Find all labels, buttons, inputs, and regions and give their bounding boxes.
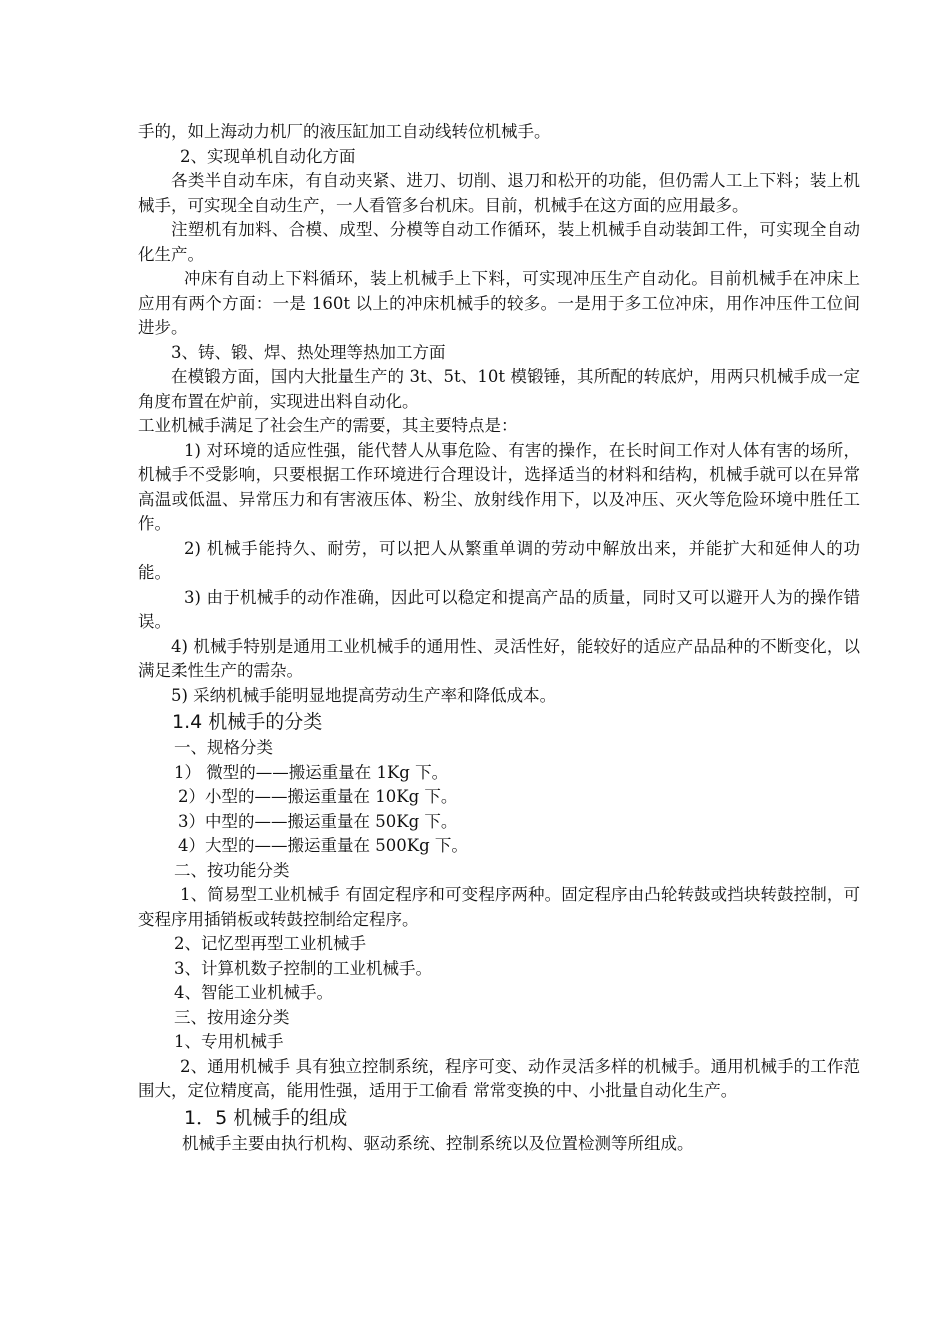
subsection-heading: 三、按用途分类 <box>174 1007 290 1027</box>
list-item: 3）中型的——搬运重量在 50Kg 下。 <box>178 811 458 831</box>
section-heading: 1．5 机械手的组成 <box>184 1106 348 1129</box>
paragraph: 注塑机有加料、合模、成型、分模等自动工作循环，装上机械手自动装卸工件，可实现全自动化生产。 <box>138 220 860 264</box>
paragraph: 在模锻方面，国内大批量生产的 3t、5t、10t 模锻锤，其所配的转底炉，用两只机械手成一定角度布置在炉前，实现进出料自动化。 <box>138 367 860 411</box>
list-item: 1) 对环境的适应性强，能代替人从事危险、有害的操作，在长时间工作对人体有害的场所，机械手不受影响，只要根据工作环境进行合理设计，选择适当的材料和结构，机械手就可以在异常高温或低温、异常压力和有害液压体、粉尘、放射线作用下，以及冲压、灭火等危险环境中胜任工作。 <box>138 440 860 533</box>
list-item: 1） 微型的——搬运重量在 1Kg 下。 <box>174 762 449 782</box>
list-item: 4) 机械手特别是通用工业机械手的通用性、灵活性好，能较好的适应产品品种的不断变化，以满足柔性生产的需杂。 <box>138 636 860 680</box>
list-item: 2、记忆型再型工业机械手 <box>174 934 366 953</box>
subsection-heading: 3、铸、锻、焊、热处理等热加工方面 <box>171 342 446 362</box>
paragraph: 冲床有自动上下料循环，装上机械手上下料，可实现冲压生产自动化。目前机械手在冲床上应用有两个方面：一是 160t 以上的冲床机械手的较多。一是用于多工位冲床，用作冲压件工位间进步。 <box>138 269 860 337</box>
list-item: 4、智能工业机械手。 <box>174 983 333 1002</box>
paragraph: 机械手主要由执行机构、驱动系统、控制系统以及位置检测等所组成。 <box>182 1133 694 1153</box>
list-item: 2) 机械手能持久、耐劳，可以把人从繁重单调的劳动中解放出来，并能扩大和延伸人的功能。 <box>138 538 860 582</box>
section-heading: 1.4 机械手的分类 <box>172 711 323 733</box>
subsection-heading: 一、规格分类 <box>174 738 273 757</box>
paragraph: 1、简易型工业机械手 有固定程序和可变程序两种。固定程序由凸轮转鼓或挡块转鼓控制，可变程序用插销板或转鼓控制给定程序。 <box>138 885 860 929</box>
paragraph: 工业机械手满足了社会生产的需要，其主要特点是： <box>138 416 518 435</box>
subsection-heading: 2、实现单机自动化方面 <box>180 146 356 166</box>
list-item: 2）小型的——搬运重量在 10Kg 下。 <box>178 787 458 806</box>
paragraph: 手的，如上海动力机厂的液压缸加工自动线转位机械手。 <box>138 122 551 141</box>
list-item: 3) 由于机械手的动作准确，因此可以稳定和提高产品的质量，同时又可以避开人为的操作错误。 <box>138 587 860 631</box>
paragraph: 各类半自动车床，有自动夹紧、进刀、切削、退刀和松开的功能，但仍需人工上下料；装上机械手，可实现全自动生产，一人看管多台机床。目前，机械手在这方面的应用最多。 <box>138 171 860 215</box>
list-item: 1、专用机械手 <box>174 1032 284 1051</box>
subsection-heading: 二、按功能分类 <box>174 860 290 880</box>
document-page <box>138 120 860 1156</box>
list-item: 5) 采纳机械手能明显地提高劳动生产率和降低成本。 <box>171 685 557 705</box>
list-item: 4）大型的——搬运重量在 500Kg 下。 <box>178 836 468 855</box>
paragraph: 2、通用机械手 具有独立控制系统，程序可变、动作灵活多样的机械手。通用机械手的工作范围大，定位精度高，能用性强，适用于工偷看 常常变换的中、小批量自动化生产。 <box>138 1056 860 1100</box>
list-item: 3、计算机数子控制的工业机械手。 <box>174 958 432 978</box>
